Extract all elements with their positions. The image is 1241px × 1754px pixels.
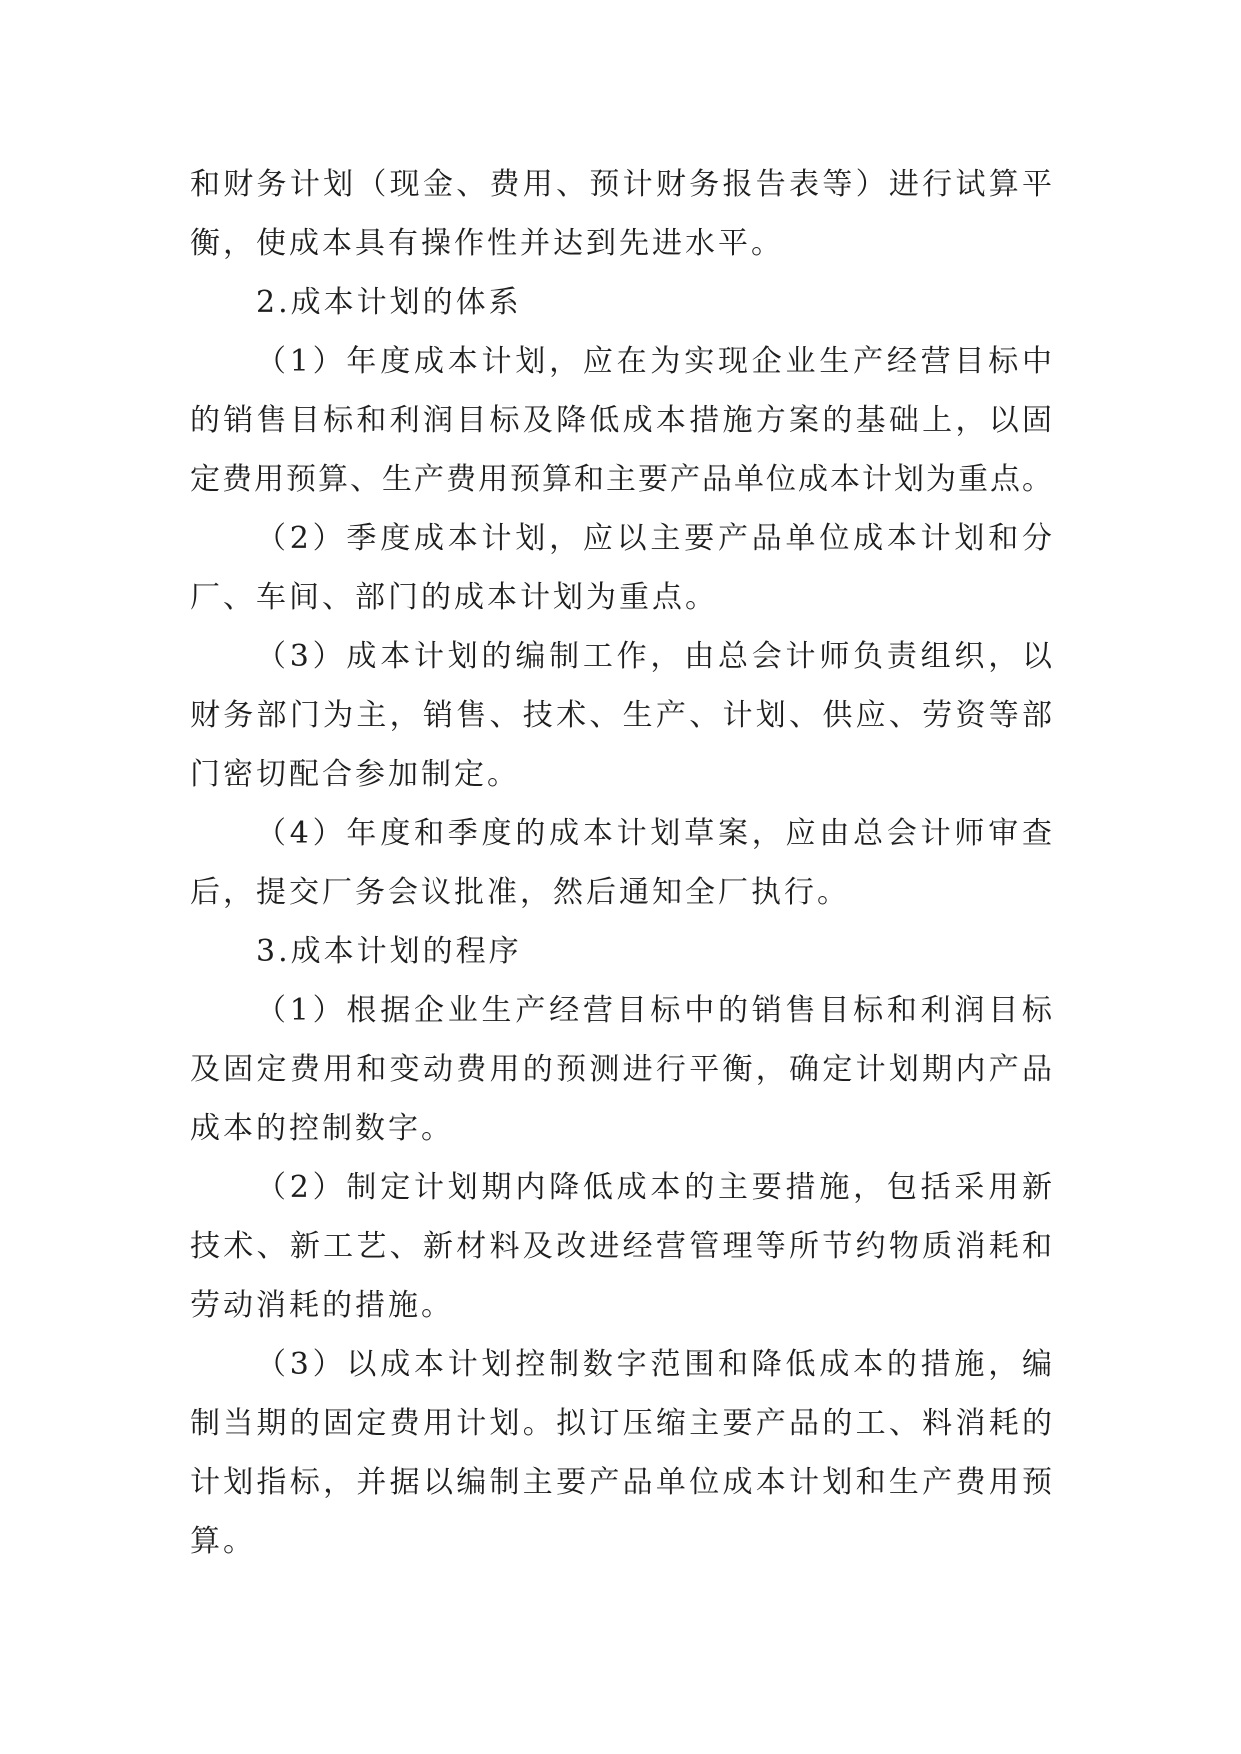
- paragraph: [190, 804, 1052, 922]
- text-line: 及固定费用和变动费用的预测进行平衡，确定计划期内产品: [190, 1052, 1052, 1087]
- paragraph: [190, 1158, 1052, 1335]
- text-line: 计划指标，并据以编制主要产品单位成本计划和生产费用预: [190, 1465, 1052, 1500]
- text-line: 财务部门为主，销售、技术、生产、计划、供应、劳资等部: [190, 698, 1052, 733]
- text-line: 算。: [190, 1524, 256, 1559]
- text-line: 厂、车间、部门的成本计划为重点。: [190, 580, 718, 615]
- text-line: （1）根据企业生产经营目标中的销售目标和利润目标: [256, 993, 1052, 1028]
- text-line: （1）年度成本计划，应在为实现企业生产经营目标中: [256, 344, 1052, 379]
- text-line: 技术、新工艺、新材料及改进经营管理等所节约物质消耗和: [190, 1229, 1052, 1264]
- paragraph: [190, 332, 1052, 509]
- text-line: 定费用预算、生产费用预算和主要产品单位成本计划为重点。: [190, 462, 1052, 497]
- heading-text: 3.成本计划的程序: [256, 934, 522, 969]
- text-line: （2）制定计划期内降低成本的主要措施，包括采用新: [256, 1170, 1052, 1205]
- heading-text: 2.成本计划的体系: [256, 285, 522, 320]
- text-line: 成本的控制数字。: [190, 1111, 454, 1146]
- paragraph: [190, 627, 1052, 804]
- text-line: （4）年度和季度的成本计划草案，应由总会计师审查: [256, 816, 1052, 851]
- section-heading: [190, 273, 1052, 332]
- text-line: （2）季度成本计划，应以主要产品单位成本计划和分: [256, 521, 1052, 556]
- paragraph: [190, 981, 1052, 1158]
- text-line: 制当期的固定费用计划。拟订压缩主要产品的工、料消耗的: [190, 1406, 1052, 1441]
- paragraph: [190, 155, 1052, 273]
- text-line: （3）以成本计划控制数字范围和降低成本的措施，编: [256, 1347, 1052, 1382]
- text-line: 和财务计划（现金、费用、预计财务报告表等）进行试算平: [190, 167, 1052, 202]
- paragraph: [190, 1335, 1052, 1571]
- text-line: 门密切配合参加制定。: [190, 757, 520, 792]
- text-line: 的销售目标和利润目标及降低成本措施方案的基础上，以固: [190, 403, 1052, 438]
- text-line: 衡，使成本具有操作性并达到先进水平。: [190, 226, 784, 261]
- text-line: 劳动消耗的措施。: [190, 1288, 454, 1323]
- text-line: 后，提交厂务会议批准，然后通知全厂执行。: [190, 875, 850, 910]
- document-body: [190, 155, 1052, 1571]
- text-line: （3）成本计划的编制工作，由总会计师负责组织，以: [256, 639, 1052, 674]
- section-heading: [190, 922, 1052, 981]
- paragraph: [190, 509, 1052, 627]
